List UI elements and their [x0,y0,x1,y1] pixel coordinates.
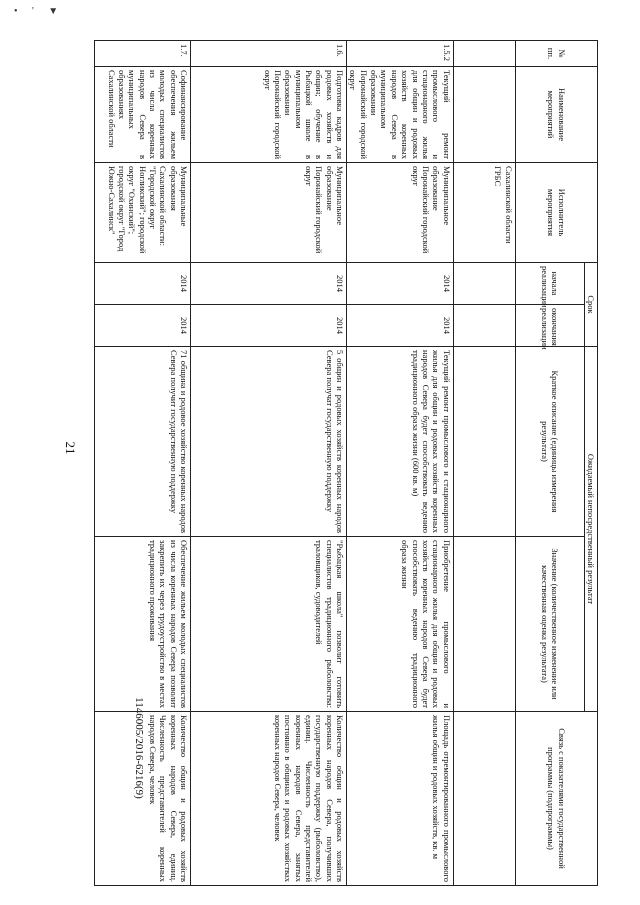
header-row [584,41,597,886]
cell-start: 2014 [95,263,191,305]
cell-start: 2014 [347,263,454,305]
header-term: Срок [584,263,597,347]
header-name: Наименование мероприятий [515,67,597,163]
cell-name: Текущий ремонт промыслового и стационарного жилья для общин и родовых хозяйств коренных народов Севера в муниципальном образовании Поронайский городской округ [347,67,454,163]
cell-end: 2014 [191,305,347,347]
table-row [95,41,191,886]
cell-end [453,305,515,347]
scan-mark: • ' ▼ [14,6,65,17]
header-term-start: начала реализации [515,263,584,305]
cell-start: 2014 [191,263,347,305]
cell-num: 1.5.2 [347,41,454,67]
cell-value: Приобретение промыслового и стационарного жилья для общин и родовых хозяйств коренных народов Севера будет способствовать ведению традиционного образа жизни [347,537,454,712]
cell-link [453,712,515,886]
cell-end: 2014 [347,305,454,347]
header-link: Связь с показателями государственной программы (подпрограммы) [515,712,597,886]
header-result-value: Значение (количественное изменение или качественная оценка результата) [515,537,584,712]
document-code: 1146005/2016-6216(9) [133,697,145,799]
cell-value: Обеспечение жильем молодых специалистов из числа коренных народов Севера позволит закрепить их через трудоустройство в местах традиционного проживания [95,537,191,712]
cell-desc: Текущий ремонт промыслового и стационарного жилья для общин и родовых хозяйств коренных народов Севера будет способствовать ведению традиционного образа жизни (600 кв. м) [347,347,454,537]
cell-executor: Муниципальные образования Сахалинской области: "Городской округ Ногликский"; городской округ "Охинский"; городской округ "Город Южно-Сахалинск" [95,163,191,263]
measures-table [94,40,598,886]
cell-num: 1.7. [95,41,191,67]
table-row [453,41,515,886]
header-result: Ожидаемый непосредственный результат [584,347,597,712]
cell-executor: Муниципальное образование Поронайский городской округ [191,163,347,263]
table-row [191,41,347,886]
cell-executor: Муниципальное образование Поронайский городской округ [347,163,454,263]
cell-start [453,263,515,305]
cell-name: Софинансирование обеспечения жильем молодых специалистов из числа коренных народов Севера в муниципальных образованиях Сахалинской области [95,67,191,163]
cell-desc: 71 община и родовое хозяйство коренных народов Севера получит государственную поддержку [95,347,191,537]
cell-num [453,41,515,67]
header-num: № пп. [515,41,597,67]
rotated-table-wrapper [106,40,598,885]
cell-link: Количество общин и родовых хозяйств коренных народов Севера, единиц. Численность представителей коренных народов Севера, человек [95,712,191,886]
header-term-end: окончания реализации [515,305,584,347]
cell-executor: Сахалинской области ГРБС [453,163,515,263]
page-number: 21 [63,441,78,455]
cell-link: Количество общин и родовых хозяйств коренных народов Севера, получивших государственную поддержку (рыболовство), единиц. Численность представителей коренных народов Севера, занятых постоянно в общинах и родовых хозяйствах коренных народов Севера, человек [191,712,347,886]
cell-value [453,537,515,712]
cell-end: 2014 [95,305,191,347]
table-row [347,41,454,886]
cell-name: Подготовка кадров для родовых хозяйств и общин; обучение в Рыбацкой школе в муниципальном образовании Поронайский городской округ [191,67,347,163]
cell-name [453,67,515,163]
cell-value: "Рыбацкая школа" позволит готовить специалистов традиционного рыболовства: траловщиков, судоводителей [191,537,347,712]
header-result-desc: Краткое описание (единицы измерения результата) [515,347,584,537]
cell-desc [453,347,515,537]
cell-num: 1.6. [191,41,347,67]
header-executor: Исполнитель мероприятия [515,163,597,263]
cell-desc: 5 общин и родовых хозяйств коренных народов Севера получат государственную поддержку [191,347,347,537]
cell-link: Площадь отремонтированного промыслового жилья общин и родовых хозяйств, кв. м [347,712,454,886]
